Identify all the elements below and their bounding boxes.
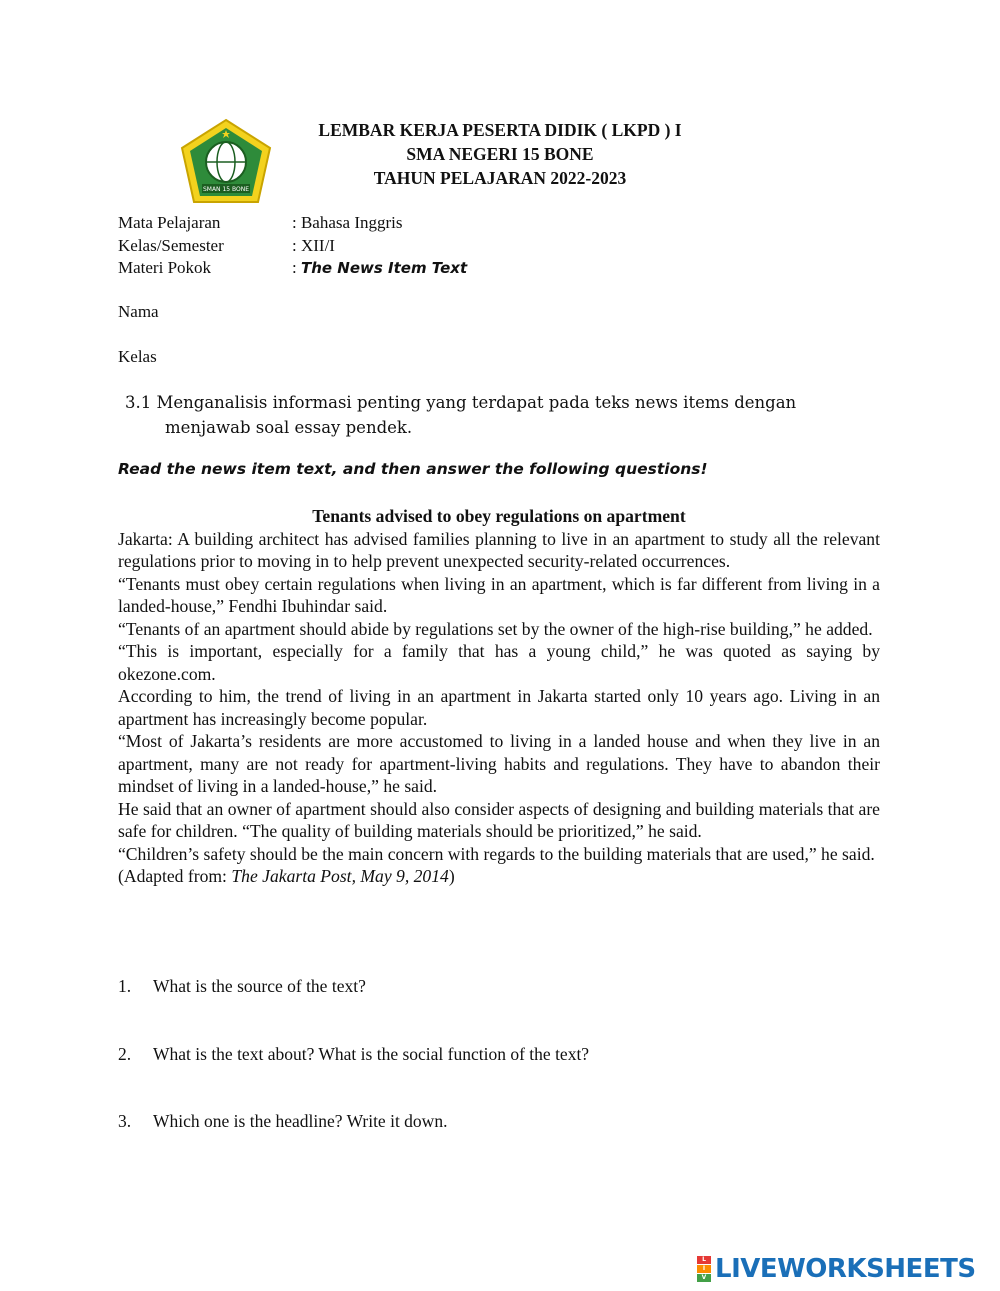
instruction-text: Read the news item text, and then answer the following questions! (118, 460, 708, 478)
article-paragraph: “Children’s safety should be the main concern with regards to the building materials that are used,” he said. (118, 843, 875, 864)
worksheet-header (240, 118, 760, 190)
article-paragraph: “Tenants of an apartment should abide by regulations set by the owner of the high-rise building,” he added. (118, 618, 873, 639)
meta-label: Kelas/Semester (118, 235, 224, 255)
class-field-label: Kelas (118, 347, 157, 366)
question-1 (118, 976, 366, 997)
source-suffix: ) (448, 866, 455, 886)
article-paragraph: According to him, the trend of living in an apartment in Jakarta started only 10 years ago. Living in an apartment has increasingly become popular. (118, 686, 880, 729)
meta-value: : XII/I (292, 235, 335, 255)
header-title: LEMBAR KERJA PESERTA DIDIK ( LKPD ) I (318, 120, 682, 140)
question-text: What is the text about? What is the social function of the text? (153, 1044, 590, 1064)
brand-logo-letter: V (697, 1274, 711, 1282)
competency-statement (125, 390, 865, 440)
source-title: The Jakarta Post, May 9, 2014 (231, 866, 449, 886)
competency-line: 3.1 Menganalisis informasi penting yang terdapat pada teks news items dengan (125, 393, 797, 412)
brand-logo-letter: L (697, 1256, 711, 1264)
news-article (118, 505, 880, 888)
meta-row-subject (118, 212, 467, 235)
meta-row-topic (118, 257, 467, 280)
question-text: Which one is the headline? Write it down. (153, 1111, 448, 1131)
question-2 (118, 1044, 589, 1065)
article-paragraph: “This is important, especially for a family that has a young child,” he was quoted as saying by okezone.com. (118, 641, 880, 684)
meta-row-class (118, 235, 467, 258)
brand-logo-icon (697, 1256, 711, 1282)
question-number: 3. (118, 1111, 132, 1131)
source-prefix: (Adapted from: (118, 866, 232, 886)
article-paragraph: “Most of Jakarta’s residents are more accustomed to living in a landed house and when they live in an apartment, many are not ready for apartment-living habits and regulations. They have to abandon their mindset of living in a landed-house,” he said. (118, 731, 880, 796)
name-field-label: Nama (118, 302, 159, 321)
question-3 (118, 1111, 447, 1132)
meta-prefix: : (292, 258, 301, 277)
meta-label: Materi Pokok (118, 258, 212, 277)
subject-info (118, 212, 467, 280)
header-school: SMA NEGERI 15 BONE (406, 144, 594, 164)
article-paragraph: Jakarta: A building architect has advised families planning to live in an apartment to study all the relevant regulations prior to moving in to help prevent unexpected security-related occurrences. (118, 528, 880, 571)
brand-text: LIVEWORKSHEETS (715, 1254, 976, 1284)
brand-logo-letter: I (697, 1265, 711, 1273)
competency-line: menjawab soal essay pendek. (165, 418, 413, 437)
question-number: 1. (118, 976, 132, 996)
svg-text:SMAN 15 BONE: SMAN 15 BONE (202, 186, 250, 193)
liveworksheets-brand (697, 1254, 976, 1284)
article-headline: Tenants advised to obey regulations on apartment (312, 506, 686, 526)
article-paragraph: “Tenants must obey certain regulations when living in an apartment, which is far different from living in a landed-house,” Fendhi Ibuhindar said. (118, 573, 880, 616)
meta-value: : Bahasa Inggris (292, 213, 403, 232)
header-year: TAHUN PELAJARAN 2022-2023 (373, 168, 627, 188)
question-number: 2. (118, 1044, 132, 1064)
question-text: What is the source of the text? (153, 976, 366, 996)
article-paragraph: He said that an owner of apartment should also consider aspects of designing and building materials that are safe for children. “The quality of building materials should be prioritized,” he said. (118, 798, 880, 841)
meta-value: The News Item Text (300, 259, 468, 277)
article-source (118, 865, 880, 888)
meta-label: Mata Pelajaran (118, 213, 221, 232)
